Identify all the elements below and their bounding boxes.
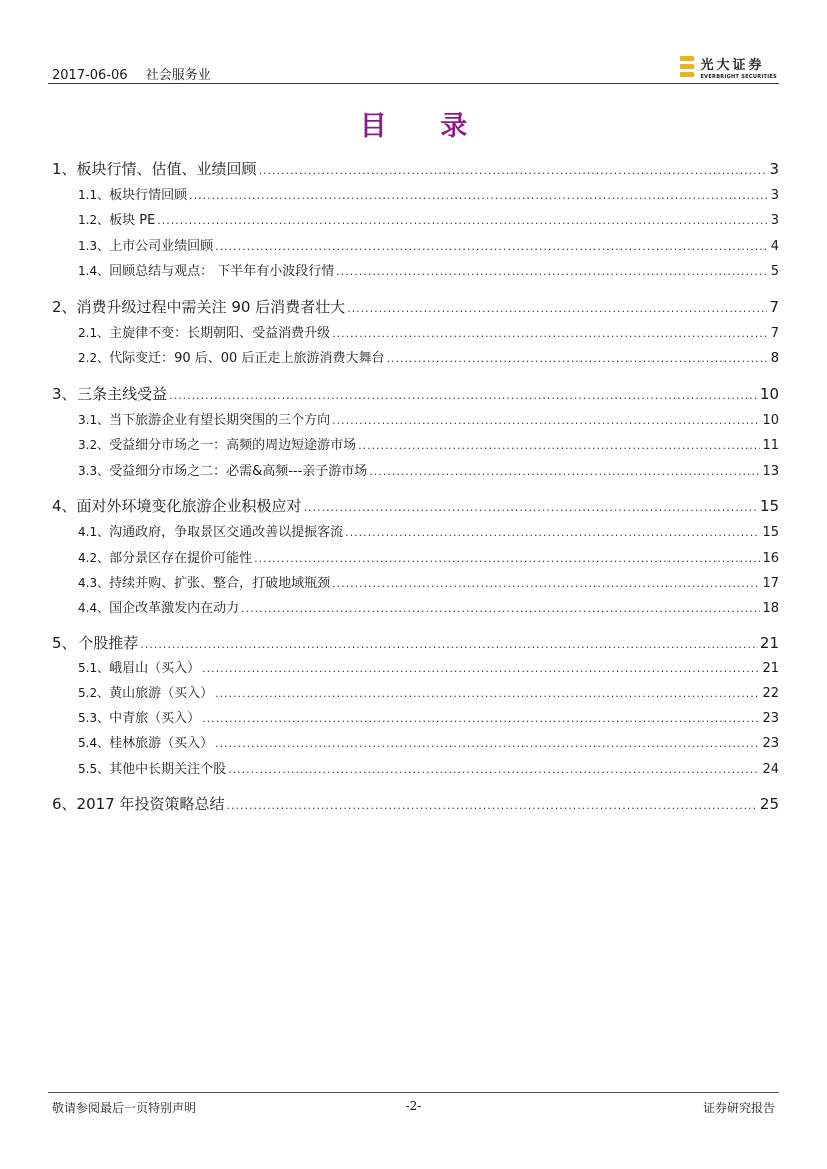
toc-entry-title: 持续并购、扩张、整合，打破地域瓶颈	[109, 576, 331, 591]
toc-entry-page: 25	[759, 795, 779, 813]
toc-leader-dots	[157, 214, 768, 227]
toc-entry-number: 1.4、	[78, 264, 110, 278]
toc-entry-number: 1.2、	[78, 213, 110, 227]
toc-leader-dots	[332, 327, 769, 340]
toc-entry-page: 8	[770, 351, 779, 366]
toc-entry-page: 11	[762, 438, 779, 453]
toc-entry-page: 23	[762, 711, 779, 726]
toc-entry-title: 个股推荐	[78, 634, 139, 652]
toc-entry-number: 2.2、	[78, 351, 110, 365]
toc-entry-page: 7	[770, 326, 779, 341]
toc-entry[interactable]	[48, 632, 779, 653]
logo-text-en: EVERBRIGHT SECURITIES	[700, 74, 777, 80]
toc-entry-number: 3.3、	[78, 464, 110, 478]
toc-entry[interactable]	[48, 657, 779, 676]
toc-leader-dots	[369, 465, 760, 478]
toc-entry-title: 当下旅游企业有望长期突围的三个方向	[109, 413, 331, 428]
toc-leader-dots	[259, 164, 768, 177]
toc-entry-number: 5.2、	[78, 686, 110, 700]
page-footer	[48, 1092, 779, 1115]
page-number: -2-	[405, 1099, 422, 1113]
toc-entry[interactable]	[48, 460, 779, 479]
toc-entry-number: 1.3、	[78, 239, 110, 253]
toc-entry-page: 5	[770, 264, 779, 279]
toc-entry-page: 3	[769, 160, 779, 178]
toc-entry-page: 22	[762, 686, 779, 701]
toc-entry-title: 板块行情回顾	[109, 188, 188, 203]
toc-entry-number: 3、	[52, 385, 77, 403]
logo-icon	[680, 56, 694, 78]
toc-entry-number: 4.1、	[78, 525, 110, 539]
toc-entry-page: 23	[762, 736, 779, 751]
toc-entry-title: 黄山旅游（买入）	[109, 686, 214, 701]
toc-entry[interactable]	[48, 597, 779, 616]
toc-entry[interactable]	[48, 521, 779, 540]
toc-entry-number: 5、	[52, 634, 77, 652]
toc-leader-dots	[215, 687, 760, 700]
toc-entry-page: 18	[762, 601, 779, 616]
toc-entry-page: 15	[759, 497, 779, 515]
toc-entry[interactable]	[48, 495, 779, 516]
toc-entry-page: 3	[770, 213, 779, 228]
toc-entry-number: 5.5、	[78, 762, 110, 776]
toc-entry[interactable]	[48, 409, 779, 428]
toc-entry-title: 桂林旅游（买入）	[109, 736, 214, 751]
toc-entry[interactable]	[48, 322, 779, 341]
toc-entry-number: 4、	[52, 497, 77, 515]
header-divider	[48, 83, 779, 84]
toc-entry-title: 其他中长期关注个股	[109, 762, 227, 777]
toc-entry-title: 部分景区存在提价可能性	[109, 551, 253, 566]
toc-entry[interactable]	[48, 732, 779, 751]
toc-leader-dots	[202, 662, 760, 675]
toc-entry[interactable]	[48, 793, 779, 814]
toc-entry[interactable]	[48, 383, 779, 404]
toc-entry-number: 6、	[52, 795, 77, 813]
toc-entry-number: 5.3、	[78, 711, 110, 725]
toc-leader-dots	[227, 799, 758, 812]
toc-leader-dots	[332, 414, 760, 427]
toc-entry-page: 15	[762, 525, 779, 540]
toc-entry-title: 板块行情、估值、业绩回顾	[76, 160, 257, 178]
toc-entry-title: 板块 PE	[109, 213, 156, 228]
toc-entry-number: 2、	[52, 298, 77, 316]
toc-entry-page: 10	[759, 385, 779, 403]
toc-leader-dots	[386, 352, 768, 365]
toc-entry-title: 受益细分市场之一：高频的周边短途游市场	[109, 438, 357, 453]
toc-leader-dots	[254, 552, 760, 565]
toc-entry-page: 24	[762, 762, 779, 777]
toc-entry-title: 消费升级过程中需关注 90 后消费者壮大	[76, 298, 346, 316]
toc-entry[interactable]	[48, 758, 779, 777]
industry-label: 社会服务业	[145, 68, 211, 83]
report-date: 2017-06-06	[52, 68, 128, 83]
toc-entry-page: 13	[762, 464, 779, 479]
toc-entry-number: 3.2、	[78, 438, 110, 452]
toc-entry-page: 16	[762, 551, 779, 566]
toc-entry-title: 峨眉山（买入）	[109, 661, 201, 676]
toc-entry[interactable]	[48, 547, 779, 566]
toc-entry-title: 2017 年投资策略总结	[76, 795, 225, 813]
toc-leader-dots	[336, 265, 768, 278]
toc-entry-number: 4.2、	[78, 551, 110, 565]
toc-leader-dots	[215, 737, 760, 750]
toc-entry-number: 5.1、	[78, 661, 110, 675]
toc-leader-dots	[228, 763, 760, 776]
toc-entry[interactable]	[48, 707, 779, 726]
toc-leader-dots	[215, 240, 769, 253]
toc-entry-title: 受益细分市场之二：必需&高频---亲子游市场	[109, 464, 368, 479]
toc-entry[interactable]	[48, 682, 779, 701]
toc-entry[interactable]	[48, 184, 779, 203]
toc-leader-dots	[304, 501, 758, 514]
company-logo	[680, 54, 777, 80]
toc-leader-dots	[140, 638, 757, 651]
toc-leader-dots	[332, 577, 760, 590]
toc-entry-title: 三条主线受益	[77, 385, 168, 403]
toc-leader-dots	[241, 602, 760, 615]
logo-text-cn: 光大证券	[700, 58, 765, 73]
toc-entry-number: 4.3、	[78, 576, 110, 590]
toc-entry-number: 4.4、	[78, 601, 110, 615]
report-type: 证券研究报告	[702, 1101, 775, 1115]
toc-entry[interactable]	[48, 296, 779, 317]
page-header	[48, 58, 779, 84]
toc-entry[interactable]	[48, 434, 779, 453]
toc-entry-page: 3	[770, 188, 779, 203]
toc-entry[interactable]	[48, 572, 779, 591]
toc-entry-number: 2.1、	[78, 326, 110, 340]
toc-entry[interactable]	[48, 260, 779, 279]
toc-entry-number: 1、	[52, 160, 77, 178]
toc-entry-title: 国企改革激发内在动力	[109, 601, 240, 616]
toc-leader-dots	[189, 189, 769, 202]
toc-entry-title: 代际变迁：90 后、00 后正走上旅游消费大舞台	[109, 351, 385, 366]
toc-entry-page: 21	[762, 661, 779, 676]
toc-leader-dots	[202, 712, 760, 725]
toc-entry-page: 4	[770, 239, 779, 254]
toc-entry-page: 10	[762, 413, 779, 428]
toc-entry-title: 沟通政府，争取景区交通改善以提振客流	[109, 525, 344, 540]
toc-title: 目 录	[359, 111, 490, 142]
toc-entry-title: 主旋律不变：长期朝阳、受益消费升级	[109, 326, 331, 341]
toc-entry[interactable]	[48, 235, 779, 254]
disclaimer-note: 敬请参阅最后一页特别声明	[52, 1101, 197, 1115]
toc-entry[interactable]	[48, 209, 779, 228]
toc-entry-title: 回顾总结与观点： 下半年有小波段行情	[109, 264, 335, 279]
toc-entry-page: 17	[762, 576, 779, 591]
toc-leader-dots	[345, 526, 760, 539]
toc-entry[interactable]	[48, 158, 779, 179]
toc-leader-dots	[169, 389, 758, 402]
toc-entry-number: 1.1、	[78, 188, 110, 202]
toc-entry-title: 中青旅（买入）	[109, 711, 201, 726]
header-info	[52, 64, 225, 83]
toc-entry[interactable]	[48, 347, 779, 366]
toc-entry-number: 3.1、	[78, 413, 110, 427]
toc-leader-dots	[347, 302, 767, 315]
toc-entry-page: 7	[769, 298, 779, 316]
toc-entry-title: 面对外环境变化旅游企业积极应对	[76, 497, 302, 515]
toc-leader-dots	[358, 439, 760, 452]
toc-entry-number: 5.4、	[78, 736, 110, 750]
toc-entry-page: 21	[759, 634, 779, 652]
toc-entry-title: 上市公司业绩回顾	[109, 239, 214, 254]
